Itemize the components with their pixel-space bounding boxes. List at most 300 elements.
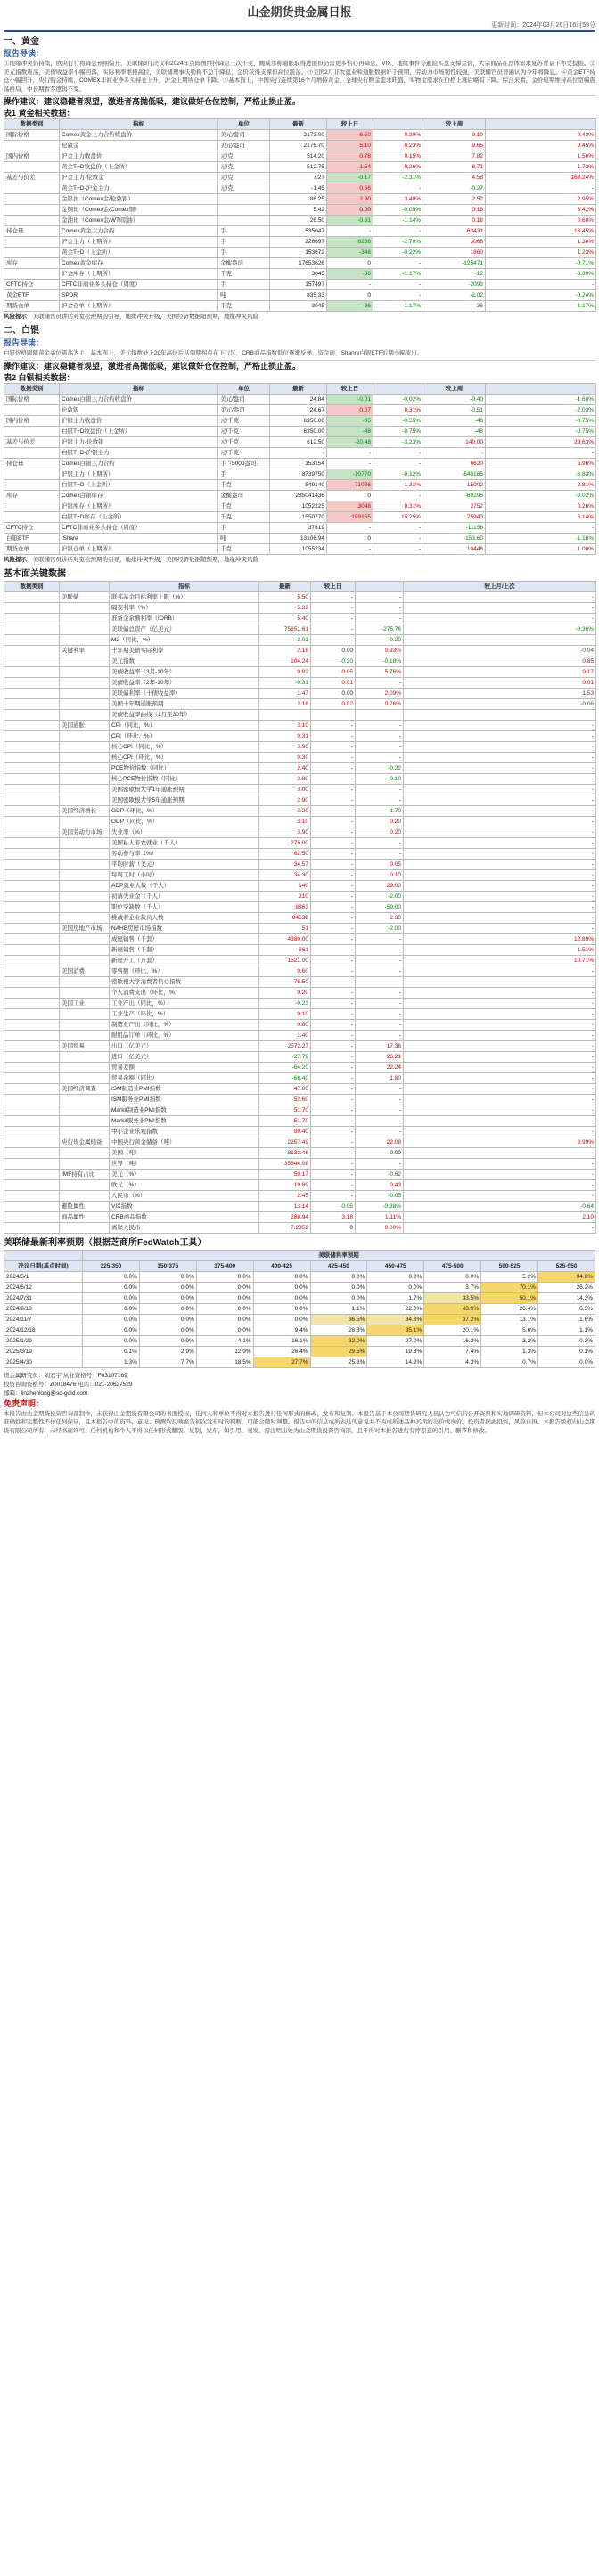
table-cell: 51.70 [259,1105,311,1115]
table-cell: 0.10 [356,869,404,880]
table-cell: - [404,816,596,827]
table-cell: - [311,955,356,966]
table-row [4,479,596,490]
table-cell: 金衡盎司 [218,490,270,501]
table-cell: 4.58 [423,173,486,183]
table-cell: 元/克 [218,151,270,162]
table-cell [4,709,60,720]
table-cell: 1.1% [538,1325,595,1335]
table-row [4,447,596,458]
table-cell: 0.23% [373,141,423,151]
table-cell [4,1051,60,1062]
table-cell: 5.33 [259,602,311,613]
table-cell: 2.09% [356,688,404,698]
table-cell: 34.30 [259,869,311,880]
table-header-cell: 数据类别 [4,581,60,591]
table-cell: 0 [327,533,373,543]
table-cell: 平均时薪（美元） [110,859,259,869]
table-cell: Comex白银库存 [60,490,218,501]
table-cell: 出口（亿美元） [110,1040,259,1051]
gold-operation-advice: 操作建议：建议稳健者观望，激进者高抛低吸，建议做好仓位控制，严格止损止盈。 [4,95,595,108]
table-cell: - [404,987,596,998]
table-cell: 1.1% [310,1303,367,1314]
table-cell: 黄金ETF [4,290,60,301]
table-cell: - [327,458,373,469]
table-cell: - [404,859,596,869]
table-cell: 0.00 [311,645,356,656]
table-cell: 19.3% [367,1346,424,1357]
table-cell: - [404,1030,596,1040]
table-row [4,1179,596,1190]
table-cell: 美元/盎司 [218,404,270,415]
gold-section-title: 一、黄金 [4,37,39,46]
table-cell: - [356,848,404,859]
table-row [4,501,596,511]
table-row [4,436,596,447]
table-cell: - [311,901,356,912]
table-cell: -125471 [423,258,486,269]
table-cell: 国内价格 [4,415,60,426]
table-cell: 0.20 [356,816,404,827]
table-cell: 17.36 [356,1040,404,1051]
table-cell: 2.10 [404,1211,596,1222]
fed-table-header [4,1260,595,1271]
table-cell: - [311,1062,356,1072]
table-cell: 10.71% [404,955,596,966]
table-cell [4,141,60,151]
table-row [4,1115,596,1126]
table-row [4,1335,595,1346]
table-cell: 5.6% [481,1325,538,1335]
table-cell: -27.79 [259,1051,311,1062]
table-cell: 0.7% [481,1357,538,1367]
table-row [4,1062,596,1072]
table-cell: 0.0% [196,1325,253,1335]
table-cell: 白银T+D（上金所） [60,479,218,490]
table-cell: Comex黄金库存 [60,258,218,269]
table-cell: - [311,762,356,773]
table-cell: 持仓量 [4,226,60,237]
table-cell: - [486,183,596,194]
table-cell [4,784,60,795]
table-cell: 0.05 [311,666,356,677]
table-cell: - [327,280,373,290]
table-row [4,1072,596,1083]
table-cell: 4.1% [196,1335,253,1346]
table-cell: 黄金T+D收盘价（上金所） [60,162,218,173]
table-row [4,226,596,237]
table-cell [60,613,110,624]
table-cell [4,869,60,880]
table-row [4,805,596,816]
table-cell [4,752,60,762]
table-cell: -0.75% [373,426,423,436]
table-row [4,795,596,805]
table-header-cell: 单位 [218,119,270,130]
table-cell: 285041436 [270,490,327,501]
table-cell: 沪金主力-伦敦金 [60,173,218,183]
table-cell: -2.00 [356,923,404,933]
table-row [4,869,596,880]
gold-table-title: 表1 黄金相关数据： [4,109,75,118]
table-cell: 工业产出（同比，%） [110,998,259,1008]
table-cell: -0.06 [404,698,596,709]
table-cell: 1.11% [356,1211,404,1222]
table-cell: 8133.46 [259,1147,311,1158]
table-cell: 0.0% [83,1271,140,1282]
table-cell: 避险属性 [60,1201,110,1211]
table-cell: 0.92 [259,666,311,677]
table-row [4,173,596,183]
table-cell: 104.24 [259,656,311,666]
table-cell: - [404,752,596,762]
table-cell [4,837,60,848]
table-cell: 沪银主力（上期所） [60,469,218,479]
table-cell: 0.18 [423,205,486,216]
table-cell [60,666,110,677]
table-cell: 3.18 [311,1211,356,1222]
table-cell: - [356,784,404,795]
table-header-cell: 350-375 [139,1260,196,1271]
table-cell: 1550770 [270,511,327,522]
table-cell: 美联储利率（十债收益率） [110,688,259,698]
table-cell: - [311,805,356,816]
table-cell: -36 [327,269,373,280]
table-row [4,248,596,258]
table-cell [4,269,60,280]
table-row [4,720,596,730]
table-cell: -48 [423,415,486,426]
table-cell: - [356,613,404,624]
table-cell [4,1030,60,1040]
table-cell: - [404,741,596,752]
table-cell: 0.0% [83,1314,140,1325]
table-cell: GDP（环比，%） [110,805,259,816]
table-header-cell: 指标 [60,119,218,130]
table-cell: -0.75% [486,415,596,426]
table-cell: 0 [311,1222,356,1233]
table-cell: -10770 [327,469,373,479]
table-cell: 美债收益率（2年-10年） [110,677,259,688]
table-row [4,848,596,859]
table-cell: -0.02% [486,490,596,501]
table-cell: 71036 [327,479,373,490]
table-cell: 37.2% [424,1314,481,1325]
table-cell [60,634,110,645]
table-cell: 手 [218,226,270,237]
table-cell: 中国央行黄金储备（吨） [110,1137,259,1147]
table-cell: 34.3% [367,1314,424,1325]
gold-risk-label: 风险提示 [4,314,27,320]
table-header-cell: 525-550 [538,1260,595,1271]
table-row [4,923,596,933]
table-cell [4,677,60,688]
table-cell: 94.8% [538,1271,595,1282]
table-cell: 金油比（Comex金/WTI原油） [60,216,218,226]
table-cell: 0.18 [423,216,486,226]
table-row [4,511,596,522]
table-row [4,1357,595,1367]
table-cell: 1.31% [373,479,423,490]
fund-table-header [4,581,596,591]
table-cell: 美国通胀 [60,720,110,730]
table-cell: - [404,1126,596,1137]
table-row [4,1190,596,1201]
table-header-cell: 425-450 [310,1260,367,1271]
table-cell: 美元指数 [110,656,259,666]
table-cell: SPDR [60,290,218,301]
table-cell: -11156 [423,522,486,533]
table-cell [4,795,60,805]
table-cell: 2.52 [423,194,486,205]
table-cell: -2.31% [373,173,423,183]
table-cell: 手 [218,522,270,533]
table-cell: -0.18% [356,656,404,666]
table-cell: 职位空缺数（千人） [110,901,259,912]
table-cell: 持仓量 [4,458,60,469]
table-cell: 15002 [423,479,486,490]
table-row [4,1040,596,1051]
table-cell: 7.82 [423,151,486,162]
table-cell: - [311,848,356,859]
table-cell: -0.64 [404,1201,596,1211]
table-row [4,216,596,226]
table-cell: 1.40 [259,1030,311,1040]
table-cell: PCE物价指数（同比） [110,762,259,773]
table-cell: 47.80 [259,1083,311,1094]
table-cell: - [311,784,356,795]
table-cell: 0.0% [139,1314,196,1325]
table-cell [4,891,60,901]
table-cell: - [404,1147,596,1158]
table-cell: -1.14% [373,216,423,226]
table-row [4,1346,595,1357]
table-cell [4,591,60,602]
table-cell: - [404,1094,596,1105]
table-cell: 0.0% [139,1282,196,1292]
table-cell [4,162,60,173]
table-cell: 挑战者企业裁员人数 [110,912,259,923]
table-cell: 千克 [218,511,270,522]
table-cell: 制造业产出（同比，%） [110,1019,259,1030]
table-row [4,933,596,944]
table-header-cell [60,581,110,591]
table-cell: - [404,976,596,987]
table-cell: 白银ETF [4,533,60,543]
table-row [4,458,596,469]
table-cell: 0.9% [139,1335,196,1346]
table-header-cell: 指标 [60,383,218,394]
table-cell: 18.5% [196,1357,253,1367]
table-cell: 43.9% [424,1303,481,1314]
table-cell [4,848,60,859]
table-row [4,1008,596,1019]
table-cell: 4380.00 [259,933,311,944]
table-cell [4,666,60,677]
table-cell: 0.0% [310,1292,367,1303]
table-row [4,1137,596,1147]
table-cell: 89.40 [259,1126,311,1137]
table-cell: -0.62 [356,1169,404,1179]
silver-table-title: 表2 白银相关数据： [4,372,75,382]
table-cell: 3048 [327,501,373,511]
table-cell: - [311,880,356,891]
table-cell: 3.10 [259,720,311,730]
table-cell: -1.60% [486,394,596,404]
fed-section-title: 美联储最新利率预期（根据芝商所FedWatch工具） [4,1237,207,1248]
table-cell: 7.7% [139,1357,196,1367]
table-cell: - [404,1115,596,1126]
table-row [4,645,596,656]
table-cell: 欧元（%） [110,1179,259,1190]
table-cell: 3.7% [424,1282,481,1292]
table-cell: 70.1% [481,1282,538,1292]
gold-table-header [4,119,596,130]
table-cell: 1.80 [356,1072,404,1083]
table-cell: - [311,1158,356,1169]
table-cell [4,1211,60,1222]
table-cell: - [486,280,596,290]
table-cell [4,479,60,490]
table-cell: 210 [259,891,311,901]
table-cell: -346 [327,248,373,258]
table-cell: 75651.61 [259,624,311,634]
table-row [4,859,596,869]
table-cell: - [486,522,596,533]
table-cell: - [404,837,596,848]
table-cell: 商品属性 [60,1211,110,1222]
table-cell: -275.76 [356,624,404,634]
table-cell: -640185 [423,469,486,479]
table-cell: 新屋销售（千套） [110,944,259,955]
table-cell [60,709,110,720]
table-cell: 0.0% [424,1271,481,1282]
table-cell: 1.51% [404,944,596,955]
table-cell: 0.0% [253,1282,310,1292]
table-cell: - [356,752,404,762]
table-cell: - [311,1115,356,1126]
table-cell [4,944,60,955]
table-cell: -2.01 [259,634,311,645]
table-header-cell: 较上日 [311,581,356,591]
table-cell: 5.76% [356,666,404,677]
table-cell: ISM服务业PMI指数 [110,1094,259,1105]
table-cell: - [404,1158,596,1169]
table-cell [4,741,60,752]
table-cell: 劳动参与率（%） [110,848,259,859]
table-cell: 核心CPI（环比，%） [110,752,259,762]
table-cell [4,923,60,933]
table-cell [4,987,60,998]
table-cell: 美元/盎司 [218,394,270,404]
table-cell: 1.00% [486,543,596,554]
table-cell: -2.03% [486,404,596,415]
silver-table-header [4,383,596,394]
table-cell: - [311,869,356,880]
table-row [4,415,596,426]
table-cell: - [356,730,404,741]
table-cell: 2025/1/29 [4,1335,83,1346]
table-cell: 3.40% [373,194,423,205]
table-cell: 140.00 [423,436,486,447]
table-row [4,469,596,479]
table-cell: -2093 [423,280,486,290]
table-cell: - [356,987,404,998]
table-cell: -36 [423,301,486,312]
table-cell: - [373,543,423,554]
table-cell: 0.0% [196,1282,253,1292]
table-cell: 十年期美债实际利率 [110,645,259,656]
table-cell: 黄金T+D-沪金主力 [60,183,218,194]
table-cell: - [311,1147,356,1158]
table-cell: -0.20 [356,634,404,645]
table-cell: - [311,624,356,634]
table-cell [4,1147,60,1158]
table-row [4,998,596,1008]
table-cell: 0.0% [367,1282,424,1292]
table-cell: 美元（%） [110,1169,259,1179]
table-row [4,1169,596,1179]
table-cell: 美元/盎司 [218,130,270,141]
table-row [4,624,596,634]
table-cell: 13.1% [481,1314,538,1325]
table-cell: - [311,966,356,976]
table-row [4,741,596,752]
table-cell: - [373,280,423,290]
table-cell: 联邦基金目标利率上限（%） [110,591,259,602]
table-cell: 22.0% [367,1303,424,1314]
table-row [4,1282,595,1292]
table-cell: - [311,602,356,613]
table-cell: 14.2% [367,1357,424,1367]
table-cell: 9.65 [423,141,486,151]
table-row [4,688,596,698]
table-cell: 0 [327,490,373,501]
silver-data-table [4,383,596,555]
table-cell [4,998,60,1008]
table-cell [4,447,60,458]
table-row [4,404,596,415]
table-cell [4,248,60,258]
table-cell: - [311,1179,356,1190]
table-cell: - [311,976,356,987]
table-row [4,269,596,280]
table-cell: 核心CPI（同比，%） [110,741,259,752]
table-cell: - [270,447,327,458]
table-cell: ISM制造业PMI指数 [110,1083,259,1094]
table-cell: IMF持有占比 [60,1169,110,1179]
table-cell: 美债收益率曲线（1月至30年） [110,709,259,720]
table-header-cell: 较上月/上次 [404,581,596,591]
table-row [4,1211,596,1222]
table-cell [60,933,110,944]
table-cell [4,1105,60,1115]
table-cell: - [356,966,404,976]
table-cell [60,859,110,869]
table-cell: - [311,1040,356,1051]
table-cell: 元/克 [218,183,270,194]
table-cell [218,205,270,216]
table-cell: 0 [327,258,373,269]
table-cell: CFTC持仓 [4,522,60,533]
table-cell: 2.80 [259,773,311,784]
table-cell [4,1019,60,1030]
table-cell: 元/千克 [218,436,270,447]
table-cell: 1052225 [270,501,327,511]
silver-section-title: 二、白银 [4,326,39,336]
silver-table-body [4,394,596,554]
table-cell: 美国十年期通胀预期 [110,698,259,709]
